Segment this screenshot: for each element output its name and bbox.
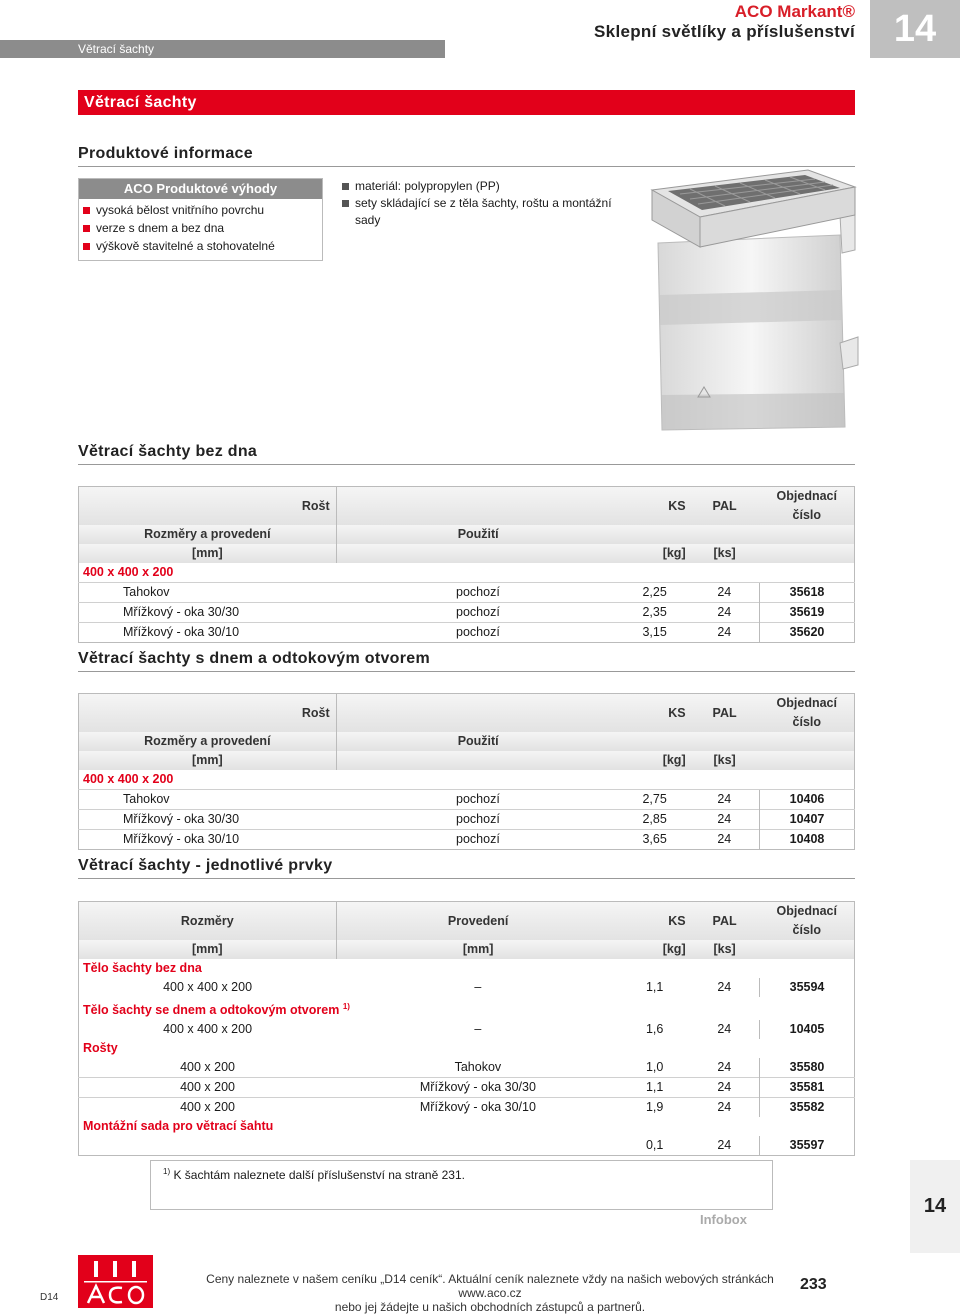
chapter-number: 14	[870, 0, 960, 58]
footnote-box	[150, 1160, 773, 1210]
footnote-marker: 1)	[163, 1167, 171, 1176]
table-group-row	[79, 770, 855, 790]
col-ks: KS	[668, 498, 686, 513]
advantage-item: verze s dnem a bez dna	[79, 219, 322, 237]
group-label: Montážní sada pro větrací šahtu	[83, 1119, 274, 1134]
advantages-box	[78, 178, 323, 261]
col-use: Použití	[336, 525, 620, 544]
col-pal-unit: [ks]	[713, 546, 736, 560]
advantages-heading: ACO Produktové výhody	[79, 179, 322, 199]
col-prov: Provedení	[336, 902, 620, 941]
aco-logo	[78, 1255, 153, 1308]
product-image	[640, 165, 860, 440]
table-group-row	[79, 1117, 855, 1136]
table1-heading: Větrací šachty bez dna	[78, 443, 855, 465]
bullet-icon	[83, 207, 90, 214]
bullet-icon	[83, 225, 90, 232]
infobox-label: Infobox	[700, 1212, 747, 1227]
col-use: Použití	[336, 732, 620, 751]
bullet-icon	[342, 183, 349, 190]
table3	[78, 901, 855, 1156]
table-group-row	[79, 1039, 855, 1058]
table-row: 400 x 400 x 200 – 1,6 24 10405	[79, 1020, 855, 1039]
col-ks-unit: [kg]	[662, 753, 686, 767]
header-title: Sklepní světlíky a příslušenství	[594, 22, 855, 41]
side-chapter-number: 14	[910, 1160, 960, 1253]
table-row: Mřížkový - oka 30/10 pochozí 3,15 24 35620	[79, 623, 855, 643]
col-order: Objednací číslo	[776, 904, 837, 937]
footer-line-1: Ceny naleznete v našem ceníku „D14 ceník“. Aktuální ceník naleznete vždy na našich webových stránkách www.aco.cz	[206, 1272, 774, 1300]
col-order: Objednací číslo	[776, 489, 837, 522]
col-grate: Rošt	[301, 498, 330, 513]
table-row: Mřížkový - oka 30/30 pochozí 2,85 24 10407	[79, 810, 855, 830]
col-pal-unit: [ks]	[713, 753, 736, 767]
product-details	[342, 178, 622, 229]
header-bar	[0, 40, 445, 58]
col-pal: PAL	[712, 913, 737, 928]
table-row: Tahokov pochozí 2,25 24 35618	[79, 583, 855, 603]
col-dims: Rozměry a provedení	[144, 527, 271, 541]
col-pal-unit: [ks]	[713, 942, 736, 956]
table-row: 400 x 200 Mřížkový - oka 30/30 1,1 24 35581	[79, 1078, 855, 1098]
col-dims-unit: [mm]	[192, 546, 223, 560]
col-dims: Rozměry	[180, 913, 234, 928]
detail-item: materiál: polypropylen (PP)	[342, 178, 622, 195]
col-dims: Rozměry a provedení	[144, 734, 271, 748]
col-order: Objednací číslo	[776, 696, 837, 729]
col-grate: Rošt	[301, 705, 330, 720]
footnote-text: K šachtám naleznete další příslušenství na straně 231.	[173, 1168, 465, 1182]
table-row: 400 x 200 Tahokov 1,0 24 35580	[79, 1058, 855, 1078]
footer-code: D14	[40, 1292, 59, 1303]
table1	[78, 486, 855, 643]
col-ks-unit: [kg]	[662, 546, 686, 560]
table-row: 400 x 200 Mřížkový - oka 30/10 1,9 24 35582	[79, 1098, 855, 1118]
group-label: Tělo šachty bez dna	[83, 961, 202, 975]
header-brand: ACO Markant®	[734, 2, 855, 21]
header-subtitle: Větrací šachty	[78, 42, 155, 56]
table3-heading: Větrací šachty - jednotlivé prvky	[78, 857, 855, 879]
advantage-item: výškově stavitelné a stohovatelné	[79, 237, 322, 255]
bullet-icon	[83, 243, 90, 250]
col-pal: PAL	[712, 705, 737, 720]
col-ks: KS	[668, 913, 686, 928]
group-label: Rošty	[83, 1041, 118, 1056]
col-dims-unit: [mm]	[192, 942, 223, 956]
page-number: 233	[800, 1276, 827, 1293]
table-row: Tahokov pochozí 2,75 24 10406	[79, 790, 855, 810]
table-row: 0,1 24 35597	[79, 1136, 855, 1156]
col-ks-unit: [kg]	[662, 942, 686, 956]
col-prov-unit: [mm]	[336, 940, 620, 959]
col-pal: PAL	[712, 498, 737, 513]
footer-line-2: nebo jej žádejte u našich obchodních zástupců a partnerů.	[334, 1300, 646, 1314]
table-row: 400 x 400 x 200 – 1,1 24 35594	[79, 978, 855, 997]
table2	[78, 693, 855, 850]
table-group-row	[79, 959, 855, 978]
table-group-row	[79, 563, 855, 583]
table-group-row	[79, 997, 855, 1020]
detail-item: sety skládající se z těla šachty, roštu a montážní sady	[342, 195, 622, 229]
table2-heading: Větrací šachty s dnem a odtokovým otvorem	[78, 650, 855, 672]
product-info-heading: Produktové informace	[78, 145, 855, 167]
table-row: Mřížkový - oka 30/10 pochozí 3,65 24 10408	[79, 830, 855, 850]
aco-logo-icon	[78, 1255, 153, 1308]
group-label: 400 x 400 x 200	[83, 772, 174, 786]
group-label: Tělo šachty se dnem a odtokovým otvorem $^{1)}$	[83, 1002, 350, 1018]
col-ks: KS	[668, 705, 686, 720]
group-label: 400 x 400 x 200	[83, 565, 174, 579]
table-row: Mřížkový - oka 30/30 pochozí 2,35 24 35619	[79, 603, 855, 623]
col-dims-unit: [mm]	[192, 753, 223, 767]
page-title: Větrací šachty	[78, 90, 855, 115]
bullet-icon	[342, 200, 349, 207]
advantage-item: vysoká bělost vnitřního povrchu	[79, 201, 322, 219]
